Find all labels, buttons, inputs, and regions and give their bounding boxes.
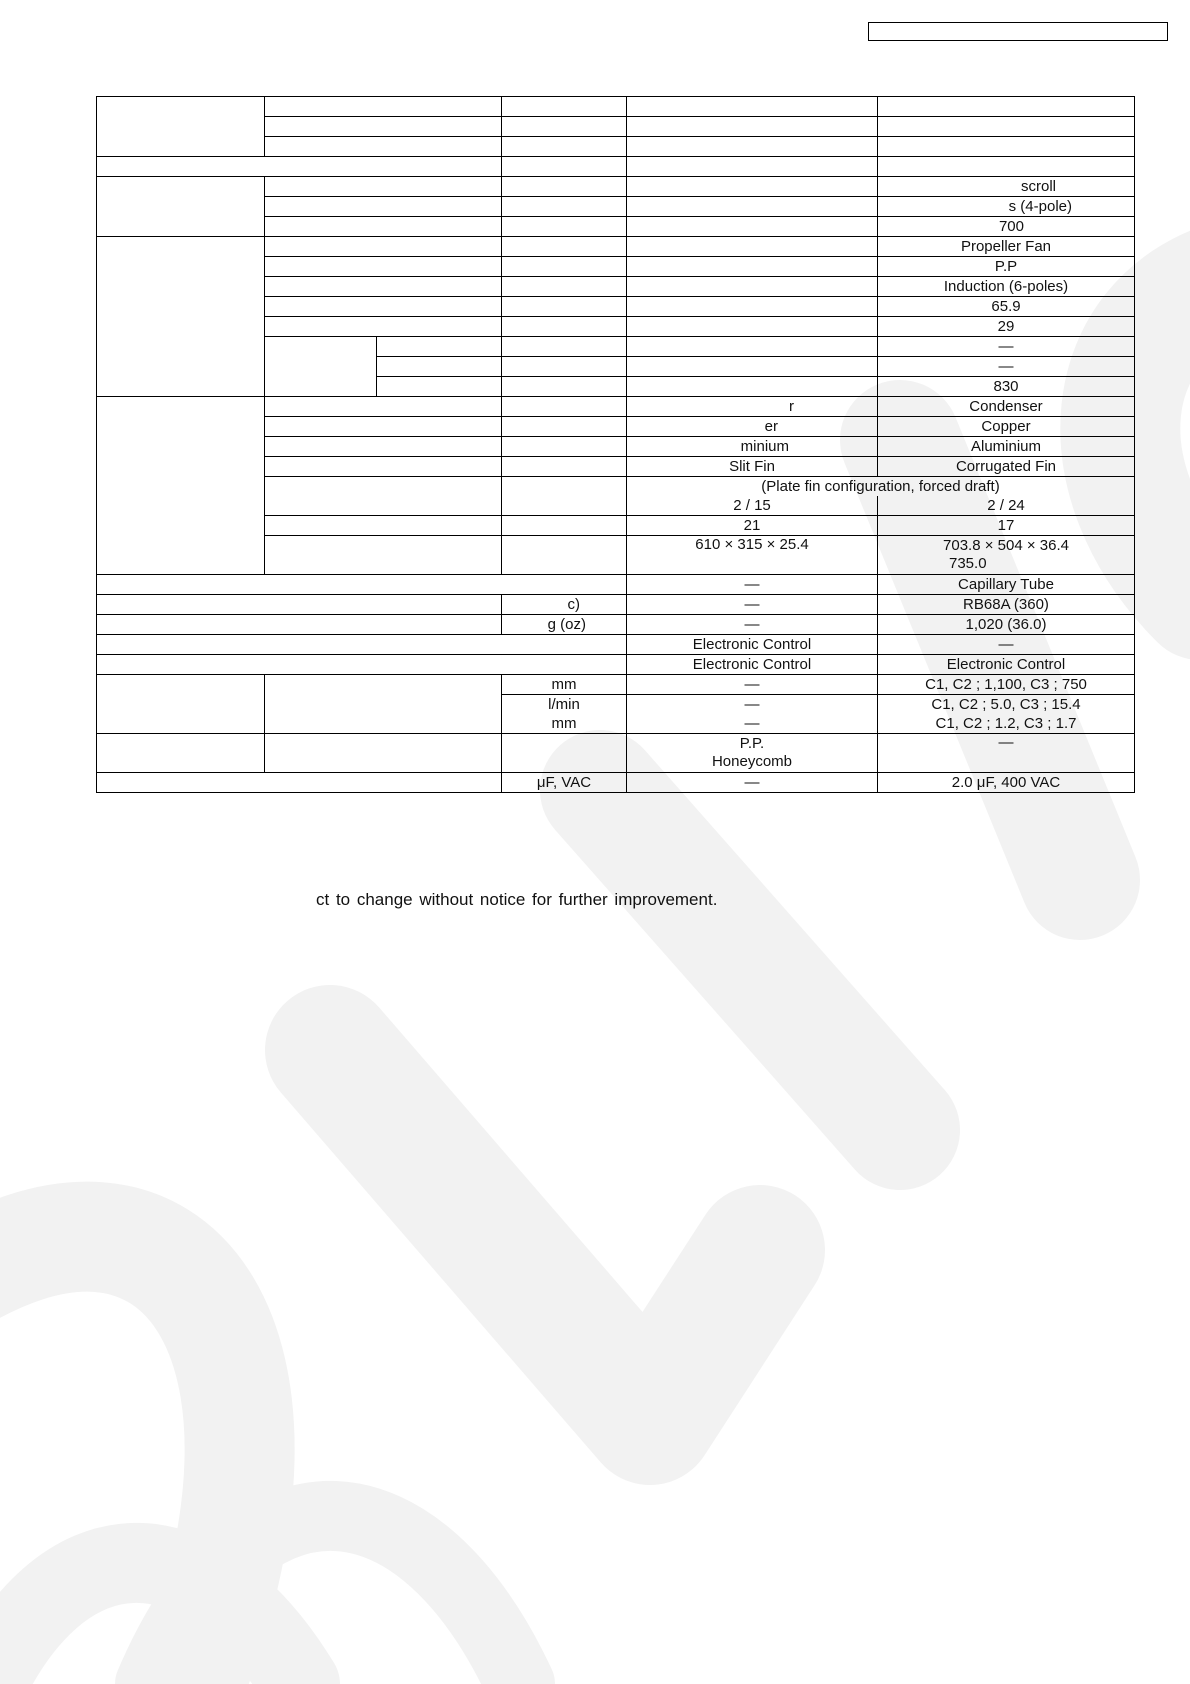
table-row: 21 17 xyxy=(97,516,1135,536)
table-row: P.P xyxy=(97,257,1135,277)
table-row: Electronic Control — xyxy=(97,635,1135,655)
table-row: 65.9 xyxy=(97,297,1135,317)
table-row xyxy=(97,157,1135,177)
specification-table xyxy=(96,96,1135,793)
table-row: 700 xyxy=(97,217,1135,237)
table-row: l/min — C1, C2 ; 5.0, C3 ; 15.4 xyxy=(97,695,1135,715)
group-cell-fan xyxy=(97,237,265,397)
table-row: — xyxy=(97,337,1135,357)
table-row xyxy=(97,97,1135,117)
group-cell-compressor xyxy=(97,177,265,237)
table-row: er Copper xyxy=(97,417,1135,437)
group-cell xyxy=(97,97,265,157)
table-row: 610 × 315 × 25.4 703.8 × 504 × 36.4 735.0 xyxy=(97,536,1135,575)
table-row: scroll xyxy=(97,177,1135,197)
table-row: — xyxy=(97,357,1135,377)
subgroup-cell xyxy=(265,337,377,397)
table-row: Propeller Fan xyxy=(97,237,1135,257)
group-cell xyxy=(97,734,265,773)
table-row: g (oz) — 1,020 (36.0) xyxy=(97,615,1135,635)
table-row: mm — C1, C2 ; 1.2, C3 ; 1.7 xyxy=(97,714,1135,734)
table-row: mm — C1, C2 ; 1,100, C3 ; 750 xyxy=(97,675,1135,695)
header-model-box xyxy=(868,22,1168,41)
table-row: — Capillary Tube xyxy=(97,575,1135,595)
table-row: P.P. Honeycomb — xyxy=(97,734,1135,773)
table-row: (Plate fin configuration, forced draft) xyxy=(97,477,1135,497)
table-row: Induction (6-poles) xyxy=(97,277,1135,297)
table-row: Electronic Control Electronic Control xyxy=(97,655,1135,675)
table-row: μF, VAC — 2.0 μF, 400 VAC xyxy=(97,773,1135,793)
group-cell xyxy=(97,675,265,734)
group-cell-heat-exchanger xyxy=(97,397,265,575)
table-row: s (4-pole) xyxy=(97,197,1135,217)
table-row: 830 xyxy=(97,377,1135,397)
table-row: 29 xyxy=(97,317,1135,337)
footer-note: ct to change without notice for further improvement. xyxy=(316,890,718,909)
table-row: 2 / 15 2 / 24 xyxy=(97,496,1135,516)
table-row: minium Aluminium xyxy=(97,437,1135,457)
table-row: c) — RB68A (360) xyxy=(97,595,1135,615)
table-row: Slit Fin Corrugated Fin xyxy=(97,457,1135,477)
table-row: r Condenser xyxy=(97,397,1135,417)
